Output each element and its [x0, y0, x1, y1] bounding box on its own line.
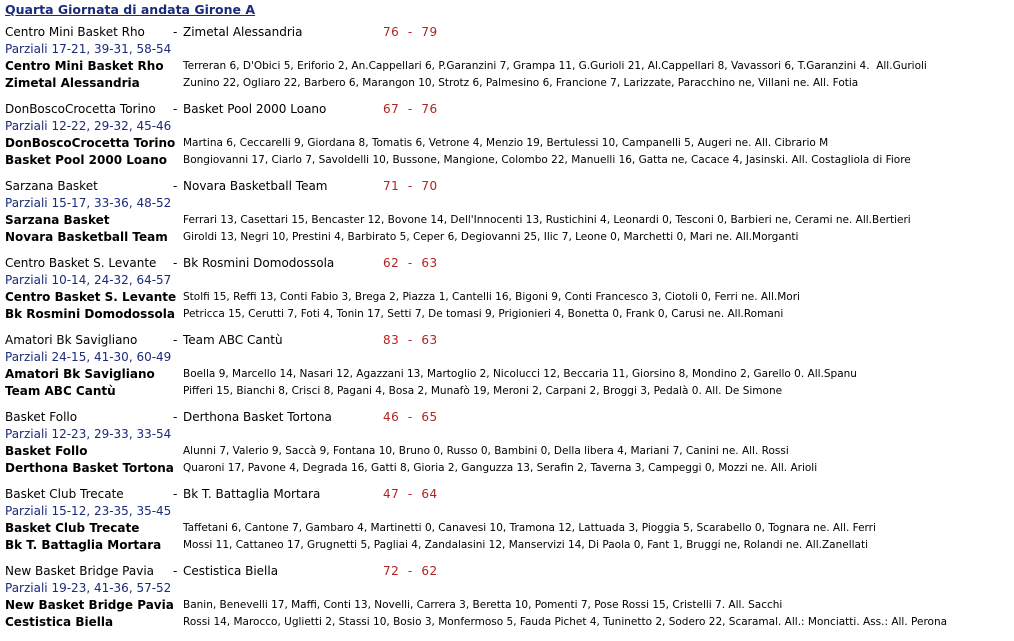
home-team-name: Amatori Bk Savigliano	[5, 333, 138, 347]
partial-scores: Parziali 15-12, 23-35, 35-45	[5, 504, 172, 518]
away-team-name: Bk T. Battaglia Mortara	[183, 487, 321, 501]
roster-home-players: Taffetani 6, Cantone 7, Gambaro 4, Martinetti 0, Canavesi 10, Tramona 12, Lattuada 3, Pioggia 5, Scarabello 0, Tognara ne. All. Ferri	[183, 522, 876, 534]
away-team-name: Derthona Basket Tortona	[183, 410, 332, 424]
game-result	[0, 333, 1014, 410]
roster-team-home: New Basket Bridge Pavia	[5, 598, 174, 612]
page-title: Quarta Giornata di andata Girone A	[5, 2, 256, 17]
score-separator-dash: -	[173, 487, 178, 501]
home-team-name: Centro Basket S. Levante	[5, 256, 157, 270]
home-team-name: Sarzana Basket	[5, 179, 98, 193]
score-separator-dash: -	[173, 102, 178, 116]
home-team-name: New Basket Bridge Pavia	[5, 564, 155, 578]
roster-team-home: Centro Mini Basket Rho	[5, 59, 164, 73]
roster-home-players: Terreran 6, D'Obici 5, Eriforio 2, An.Cappellari 6, P.Garanzini 7, Grampa 11, G.Gurioli 21, Al.Cappellari 8, Vavassori 6, T.Garanzini 4. All.Gurioli	[183, 60, 927, 72]
roster-team-away: Cestistica Biella	[5, 615, 114, 629]
final-score: 47 - 64	[383, 487, 438, 501]
final-score: 76 - 79	[383, 25, 438, 39]
away-team-name: Bk Rosmini Domodossola	[183, 256, 335, 270]
partial-scores: Parziali 10-14, 24-32, 64-57	[5, 273, 172, 287]
score-separator-dash: -	[173, 410, 178, 424]
roster-team-home: Basket Follo	[5, 444, 88, 458]
roster-home-players: Stolfi 15, Reffi 13, Conti Fabio 3, Brega 2, Piazza 1, Cantelli 16, Bigoni 9, Conti Francesco 3, Ciotoli 0, Ferri ne. All.Mori	[183, 291, 800, 303]
home-team-name: DonBoscoCrocetta Torino	[5, 102, 156, 116]
home-team-name: Centro Mini Basket Rho	[5, 25, 145, 39]
roster-home-players: Banin, Benevelli 17, Maffi, Conti 13, Novelli, Carrera 3, Beretta 10, Pomenti 7, Pose Rossi 15, Cristelli 7. All. Sacchi	[183, 599, 783, 611]
roster-team-away: Bk T. Battaglia Mortara	[5, 538, 162, 552]
game-result	[0, 102, 1014, 179]
score-separator-dash: -	[173, 564, 178, 578]
score-separator-dash: -	[173, 256, 178, 270]
roster-team-home: Amatori Bk Savigliano	[5, 367, 155, 381]
partial-scores: Parziali 17-21, 39-31, 58-54	[5, 42, 172, 56]
roster-away-players: Zunino 22, Ogliaro 22, Barbero 6, Marangon 10, Strotz 6, Palmesino 6, Francione 7, Larizzate, Paracchino ne, Villani ne. All. Fotia	[183, 77, 859, 89]
final-score: 67 - 76	[383, 102, 438, 116]
final-score: 71 - 70	[383, 179, 438, 193]
game-result	[0, 256, 1014, 333]
score-separator-dash: -	[173, 179, 178, 193]
game-result	[0, 487, 1014, 564]
home-team-name: Basket Club Trecate	[5, 487, 124, 501]
score-separator-dash: -	[173, 333, 178, 347]
final-score: 46 - 65	[383, 410, 438, 424]
partial-scores: Parziali 12-22, 29-32, 45-46	[5, 119, 172, 133]
away-team-name: Basket Pool 2000 Loano	[183, 102, 327, 116]
game-result	[0, 179, 1014, 256]
roster-away-players: Giroldi 13, Negri 10, Prestini 4, Barbirato 5, Ceper 6, Degiovanni 25, Ilic 7, Leone 0, Marchetti 0, Mari ne. All.Morganti	[183, 231, 799, 243]
roster-team-home: Basket Club Trecate	[5, 521, 140, 535]
game-result	[0, 564, 1014, 641]
partial-scores: Parziali 12-23, 29-33, 33-54	[5, 427, 172, 441]
roster-home-players: Boella 9, Marcello 14, Nasari 12, Agazzani 13, Martoglio 2, Nicolucci 12, Beccaria 11, Giorsino 8, Mondino 2, Garello 0. All.Spanu	[183, 368, 857, 380]
game-result	[0, 25, 1014, 102]
score-separator-dash: -	[173, 25, 178, 39]
roster-away-players: Rossi 14, Marocco, Uglietti 2, Stassi 10, Bosio 3, Monfermoso 5, Fauda Pichet 4, Tuninetto 2, Sodero 22, Scaramal. All.: Monciatti. Ass.: All. Perona	[183, 616, 948, 628]
roster-away-players: Petricca 15, Cerutti 7, Foti 4, Tonin 17, Setti 7, De tomasi 9, Prigionieri 4, Bonetta 0, Frank 0, Carusi ne. All.Romani	[183, 308, 784, 320]
roster-team-away: Bk Rosmini Domodossola	[5, 307, 175, 321]
roster-away-players: Bongiovanni 17, Ciarlo 7, Savoldelli 10, Bussone, Mangione, Colombo 22, Manuelli 16, Gatta ne, Cacace 4, Jasinski. All. Costagliola di Fiore	[183, 154, 911, 166]
roster-team-away: Basket Pool 2000 Loano	[5, 153, 168, 167]
roster-home-players: Ferrari 13, Casettari 15, Bencaster 12, Bovone 14, Dell'Innocenti 13, Rustichini 4, Leonardi 0, Tesconi 0, Barbieri ne, Cerami ne. All.Bertieri	[183, 214, 911, 226]
final-score: 83 - 63	[383, 333, 438, 347]
partial-scores: Parziali 24-15, 41-30, 60-49	[5, 350, 172, 364]
final-score: 72 - 62	[383, 564, 438, 578]
partial-scores: Parziali 15-17, 33-36, 48-52	[5, 196, 172, 210]
roster-team-away: Zimetal Alessandria	[5, 76, 140, 90]
away-team-name: Novara Basketball Team	[183, 179, 328, 193]
roster-team-away: Team ABC Cantù	[5, 384, 116, 398]
roster-home-players: Alunni 7, Valerio 9, Saccà 9, Fontana 10, Bruno 0, Russo 0, Bambini 0, Della libera 4, Mariani 7, Canini ne. All. Rossi	[183, 445, 789, 457]
roster-team-away: Novara Basketball Team	[5, 230, 168, 244]
roster-team-away: Derthona Basket Tortona	[5, 461, 174, 475]
roster-home-players: Martina 6, Ceccarelli 9, Giordana 8, Tomatis 6, Vetrone 4, Menzio 19, Bertulessi 10, Campanelli 5, Augeri ne. All. Cibrario M	[183, 137, 829, 149]
roster-team-home: DonBoscoCrocetta Torino	[5, 136, 176, 150]
home-team-name: Basket Follo	[5, 410, 78, 424]
roster-away-players: Quaroni 17, Pavone 4, Degrada 16, Gatti 8, Gioria 2, Ganguzza 13, Serafin 2, Taverna 3, Campeggi 0, Mozzi ne. All. Arioli	[183, 462, 818, 474]
away-team-name: Zimetal Alessandria	[183, 25, 303, 39]
game-result	[0, 410, 1014, 487]
roster-team-home: Centro Basket S. Levante	[5, 290, 177, 304]
away-team-name: Team ABC Cantù	[183, 333, 283, 347]
roster-team-home: Sarzana Basket	[5, 213, 110, 227]
final-score: 62 - 63	[383, 256, 438, 270]
partial-scores: Parziali 19-23, 41-36, 57-52	[5, 581, 172, 595]
away-team-name: Cestistica Biella	[183, 564, 279, 578]
roster-away-players: Mossi 11, Cattaneo 17, Grugnetti 5, Pagliai 4, Zandalasini 12, Manservizi 14, Di Paola 0, Fant 1, Bruggi ne, Rolandi ne. All.Zanellati	[183, 539, 869, 551]
roster-away-players: Pifferi 15, Bianchi 8, Crisci 8, Pagani 4, Bosa 2, Munafò 19, Meroni 2, Carpani 2, Broggi 3, Pedalà 0. All. De Simone	[183, 385, 783, 397]
